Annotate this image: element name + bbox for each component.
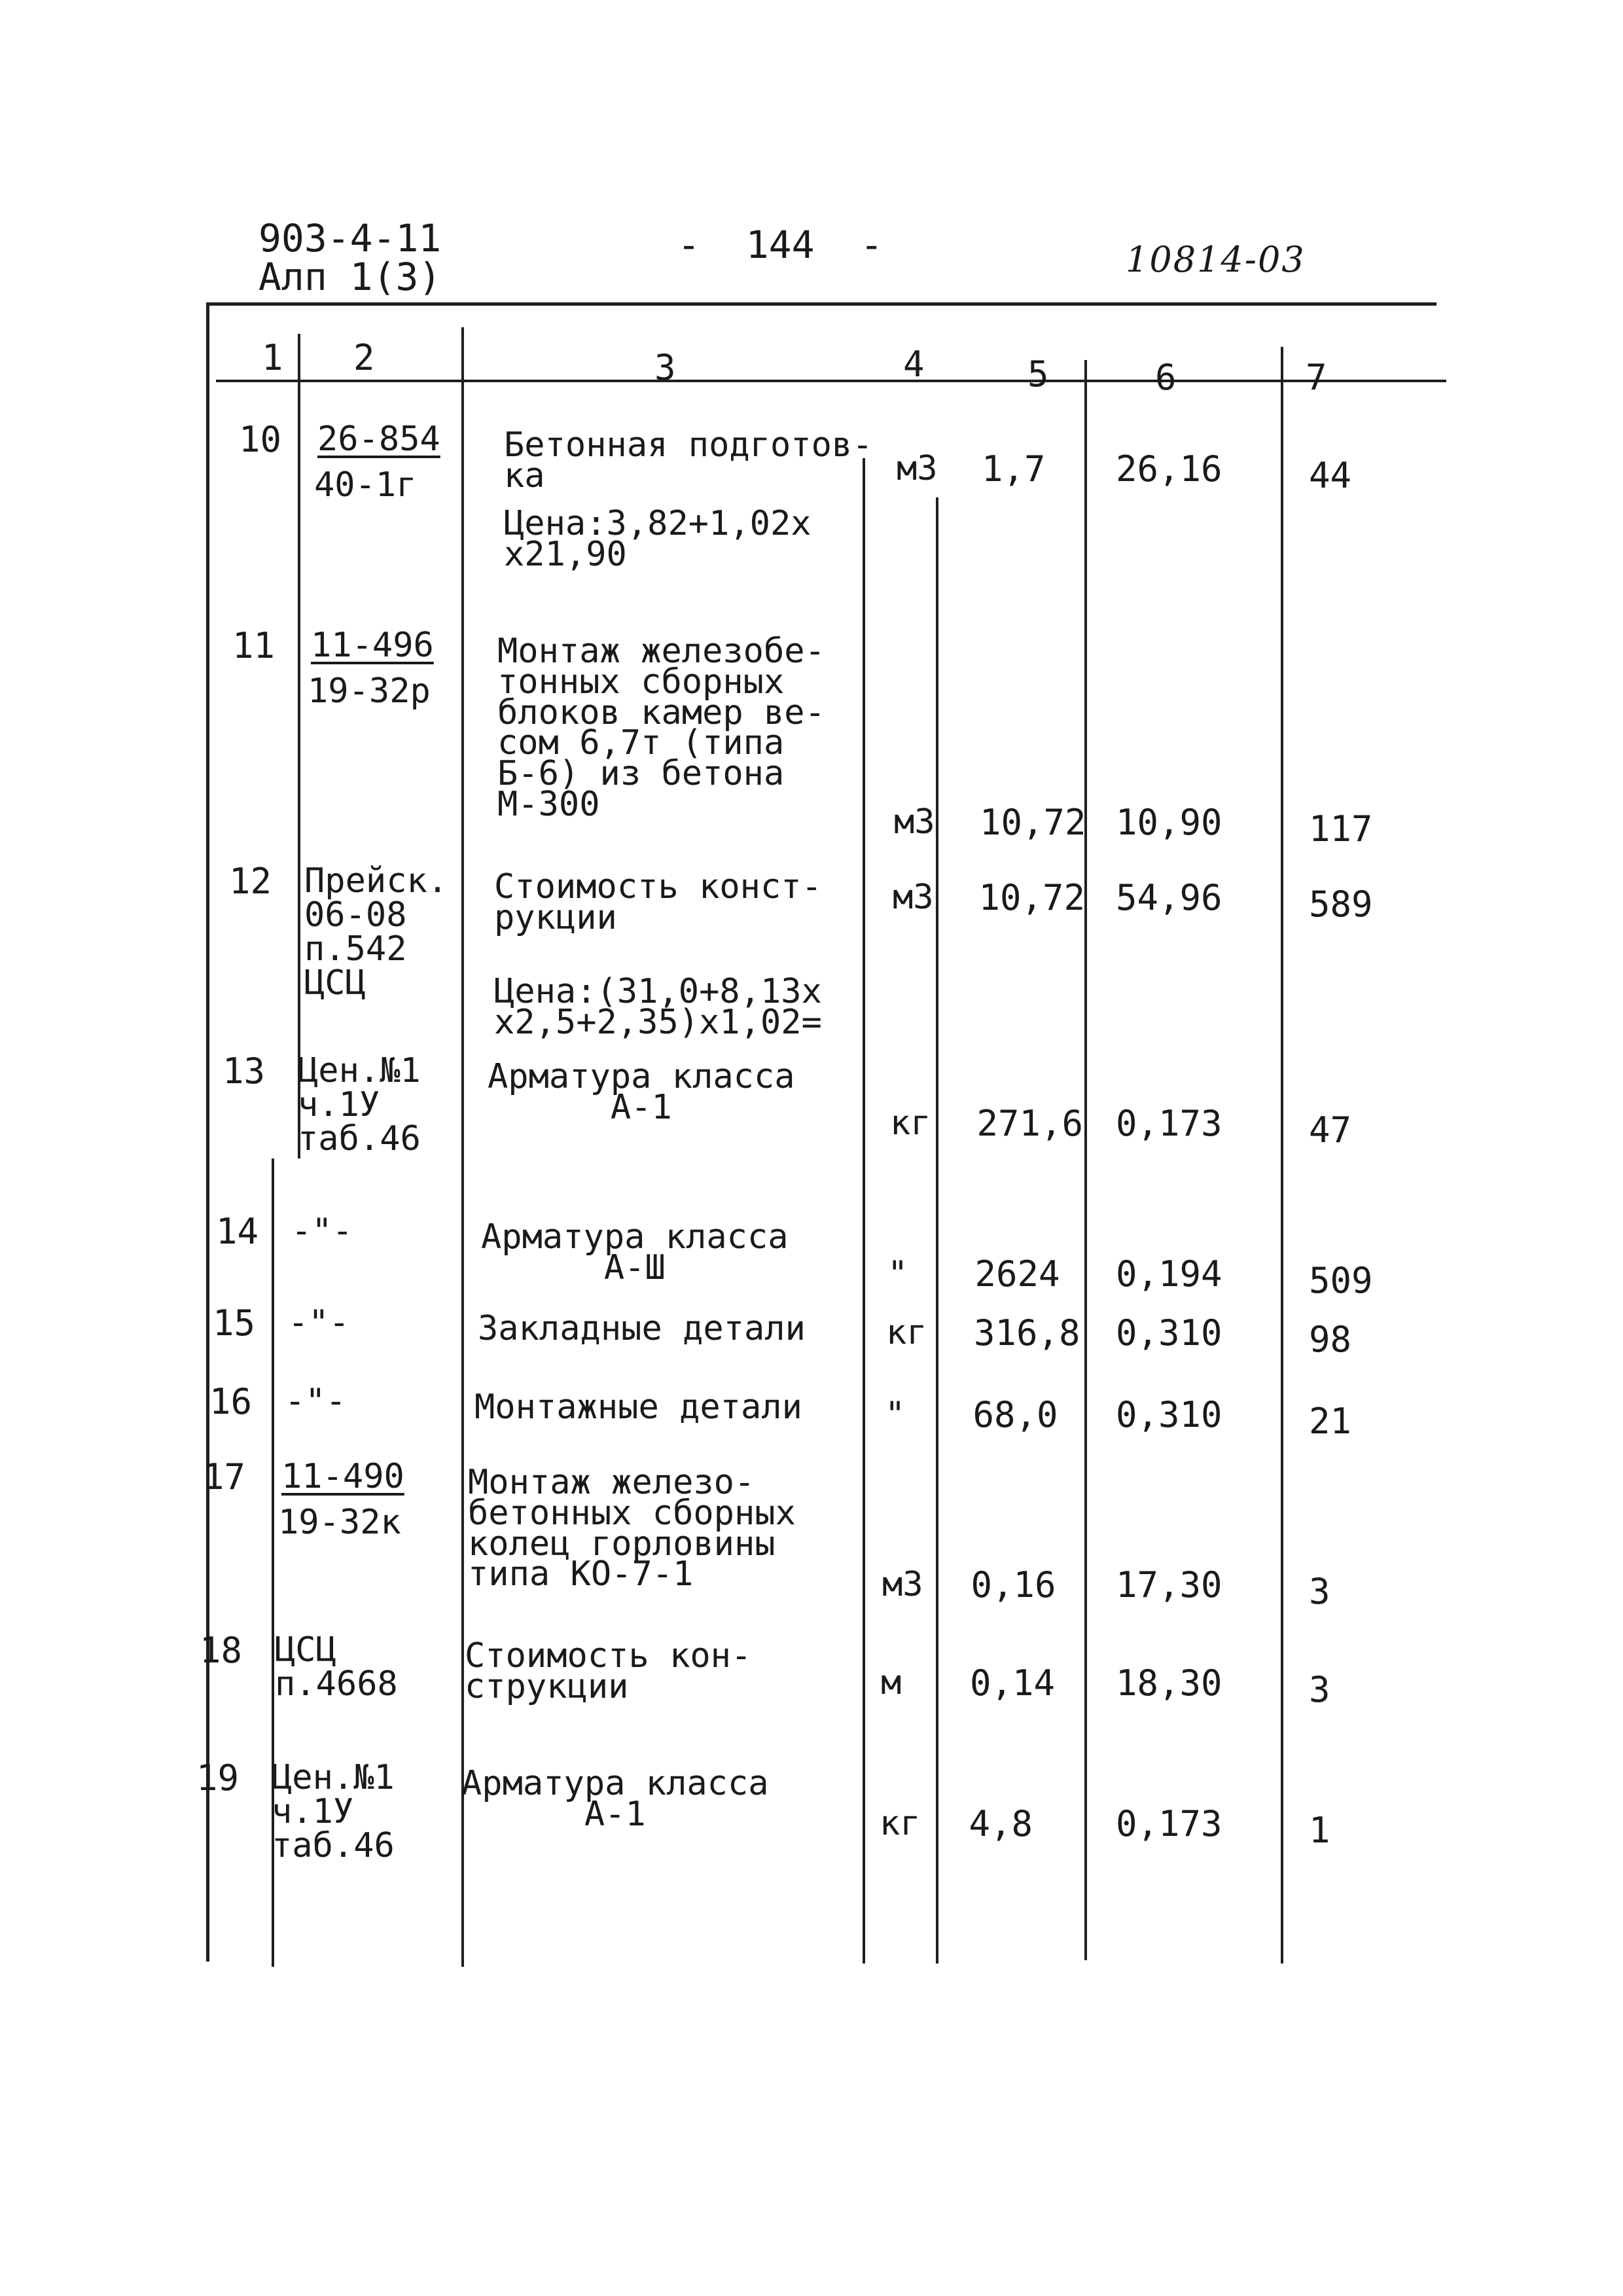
column-header-1: 1: [262, 337, 283, 378]
reference-source: Цен.№1 ч.1У таб.46: [298, 1051, 421, 1158]
column-header-6: 6: [1155, 357, 1177, 398]
doc-code: 903-4-11: [259, 216, 442, 260]
item-description: Монтажные детали: [474, 1388, 802, 1427]
quantity: 316,8: [974, 1312, 1080, 1354]
header-bottom-rule: [216, 380, 1446, 382]
handwritten-reference: 10814-03: [1126, 239, 1306, 280]
unit-price: 0,173: [1116, 1103, 1222, 1144]
total-cost: 1: [1309, 1810, 1330, 1851]
row-number: 14: [216, 1211, 259, 1252]
quantity: 0,16: [971, 1564, 1056, 1605]
reference-source: 19-32к: [278, 1503, 401, 1542]
unit-price: 0,310: [1116, 1312, 1222, 1354]
item-description: Бетонная подготов- ка: [504, 425, 873, 495]
total-cost: 47: [1309, 1109, 1352, 1151]
reference-code: 11-490: [281, 1457, 404, 1496]
unit-price: 0,310: [1116, 1394, 1222, 1435]
quantity: 10,72: [980, 802, 1086, 843]
column-line-6: [1281, 347, 1283, 1964]
total-cost: 21: [1309, 1401, 1352, 1442]
document-code: [259, 216, 442, 300]
unit-of-measure: м3: [893, 878, 934, 917]
row-number: 19: [196, 1757, 240, 1799]
row-number: 15: [213, 1302, 256, 1344]
unit-price: 0,194: [1116, 1253, 1222, 1295]
reference-code: 11-496: [311, 626, 434, 665]
total-cost: 3: [1309, 1571, 1330, 1612]
unit-price: 18,30: [1116, 1662, 1222, 1704]
row-number: 18: [200, 1630, 243, 1671]
column-line-1: [298, 334, 300, 1158]
row-number: 11: [232, 625, 276, 666]
unit-price: 0,173: [1116, 1803, 1222, 1844]
unit-of-measure: м3: [897, 449, 938, 488]
unit-of-measure: кг: [890, 1103, 931, 1143]
item-description: Арматура класса А-Ш: [481, 1217, 789, 1287]
item-description: Монтаж железо- бетонных сборных колец горловины типа КО-7-1: [468, 1463, 796, 1594]
quantity: 10,72: [978, 877, 1086, 918]
quantity: 1,7: [982, 448, 1046, 490]
column-line-4: [936, 497, 938, 1964]
reference-source: 40-1г: [314, 465, 417, 505]
price-formula: Цена:3,82+1,02х х21,90: [504, 504, 812, 574]
column-header-2: 2: [353, 337, 375, 378]
reference-source: 19-32р: [308, 672, 431, 711]
table-top-rule: [206, 302, 1436, 306]
reference-source: Цен.№1 ч.1У таб.46: [272, 1758, 395, 1865]
item-description: Закладные детали: [478, 1309, 806, 1348]
quantity: 4,8: [969, 1803, 1033, 1844]
unit-of-measure: кг: [880, 1804, 921, 1843]
item-description: Стоимость кон- струкции: [465, 1636, 752, 1706]
unit-of-measure: м: [881, 1663, 902, 1702]
total-cost: 3: [1309, 1669, 1330, 1710]
reference-source: -"-: [288, 1303, 349, 1342]
column-line-3: [863, 458, 865, 1964]
total-cost: 589: [1309, 884, 1373, 925]
unit-price: 54,96: [1116, 877, 1222, 918]
total-cost: 509: [1309, 1260, 1373, 1301]
reference-source: ЦСЦ п.4668: [275, 1630, 398, 1704]
reference-source: Прейск. 06-08 п.542 ЦСЦ: [304, 861, 448, 1003]
quantity: 2624: [974, 1253, 1060, 1295]
unit-of-measure: м3: [894, 802, 935, 842]
unit-price: 10,90: [1116, 802, 1222, 843]
item-description: Стоимость конст- рукции: [494, 867, 822, 937]
reference-code: 26-854: [317, 420, 440, 459]
total-cost: 98: [1309, 1319, 1352, 1360]
total-cost: 117: [1309, 808, 1373, 850]
quantity: 68,0: [972, 1394, 1058, 1435]
page-number: - 144 -: [677, 223, 883, 267]
quantity: 271,6: [976, 1103, 1084, 1144]
column-line-left: [206, 302, 209, 1962]
row-number: 16: [209, 1381, 253, 1422]
column-header-4: 4: [903, 344, 925, 385]
column-header-3: 3: [654, 347, 676, 388]
row-number: 10: [239, 419, 282, 460]
column-header-7: 7: [1306, 357, 1327, 398]
unit-price: 17,30: [1116, 1564, 1222, 1605]
item-description: Арматура класса А-1: [461, 1764, 769, 1834]
item-description: Арматура класса А-1: [488, 1057, 795, 1127]
unit-of-measure: м3: [882, 1565, 923, 1604]
quantity: 0,14: [970, 1662, 1056, 1704]
album-label: Алп 1(3): [259, 255, 442, 300]
unit-of-measure: ": [885, 1395, 906, 1434]
unit-of-measure: кг: [886, 1313, 927, 1352]
reference-source: -"-: [285, 1382, 346, 1421]
total-cost: 44: [1309, 455, 1352, 496]
row-number: 17: [203, 1456, 246, 1498]
unit-of-measure: ": [887, 1254, 908, 1293]
item-description: Монтаж железобе- тонных сборных блоков камер ве- сом 6,7т (типа Б-6) из бетона М-300: [497, 632, 825, 824]
price-formula: Цена:(31,0+8,13х х2,5+2,35)х1,02=: [494, 972, 822, 1042]
column-header-5: 5: [1027, 353, 1049, 395]
unit-price: 26,16: [1116, 448, 1222, 490]
reference-source: -"-: [291, 1211, 353, 1251]
row-number: 12: [229, 861, 272, 902]
column-line-2: [461, 327, 464, 1967]
column-line-5: [1084, 360, 1087, 1960]
row-number: 13: [223, 1050, 266, 1092]
